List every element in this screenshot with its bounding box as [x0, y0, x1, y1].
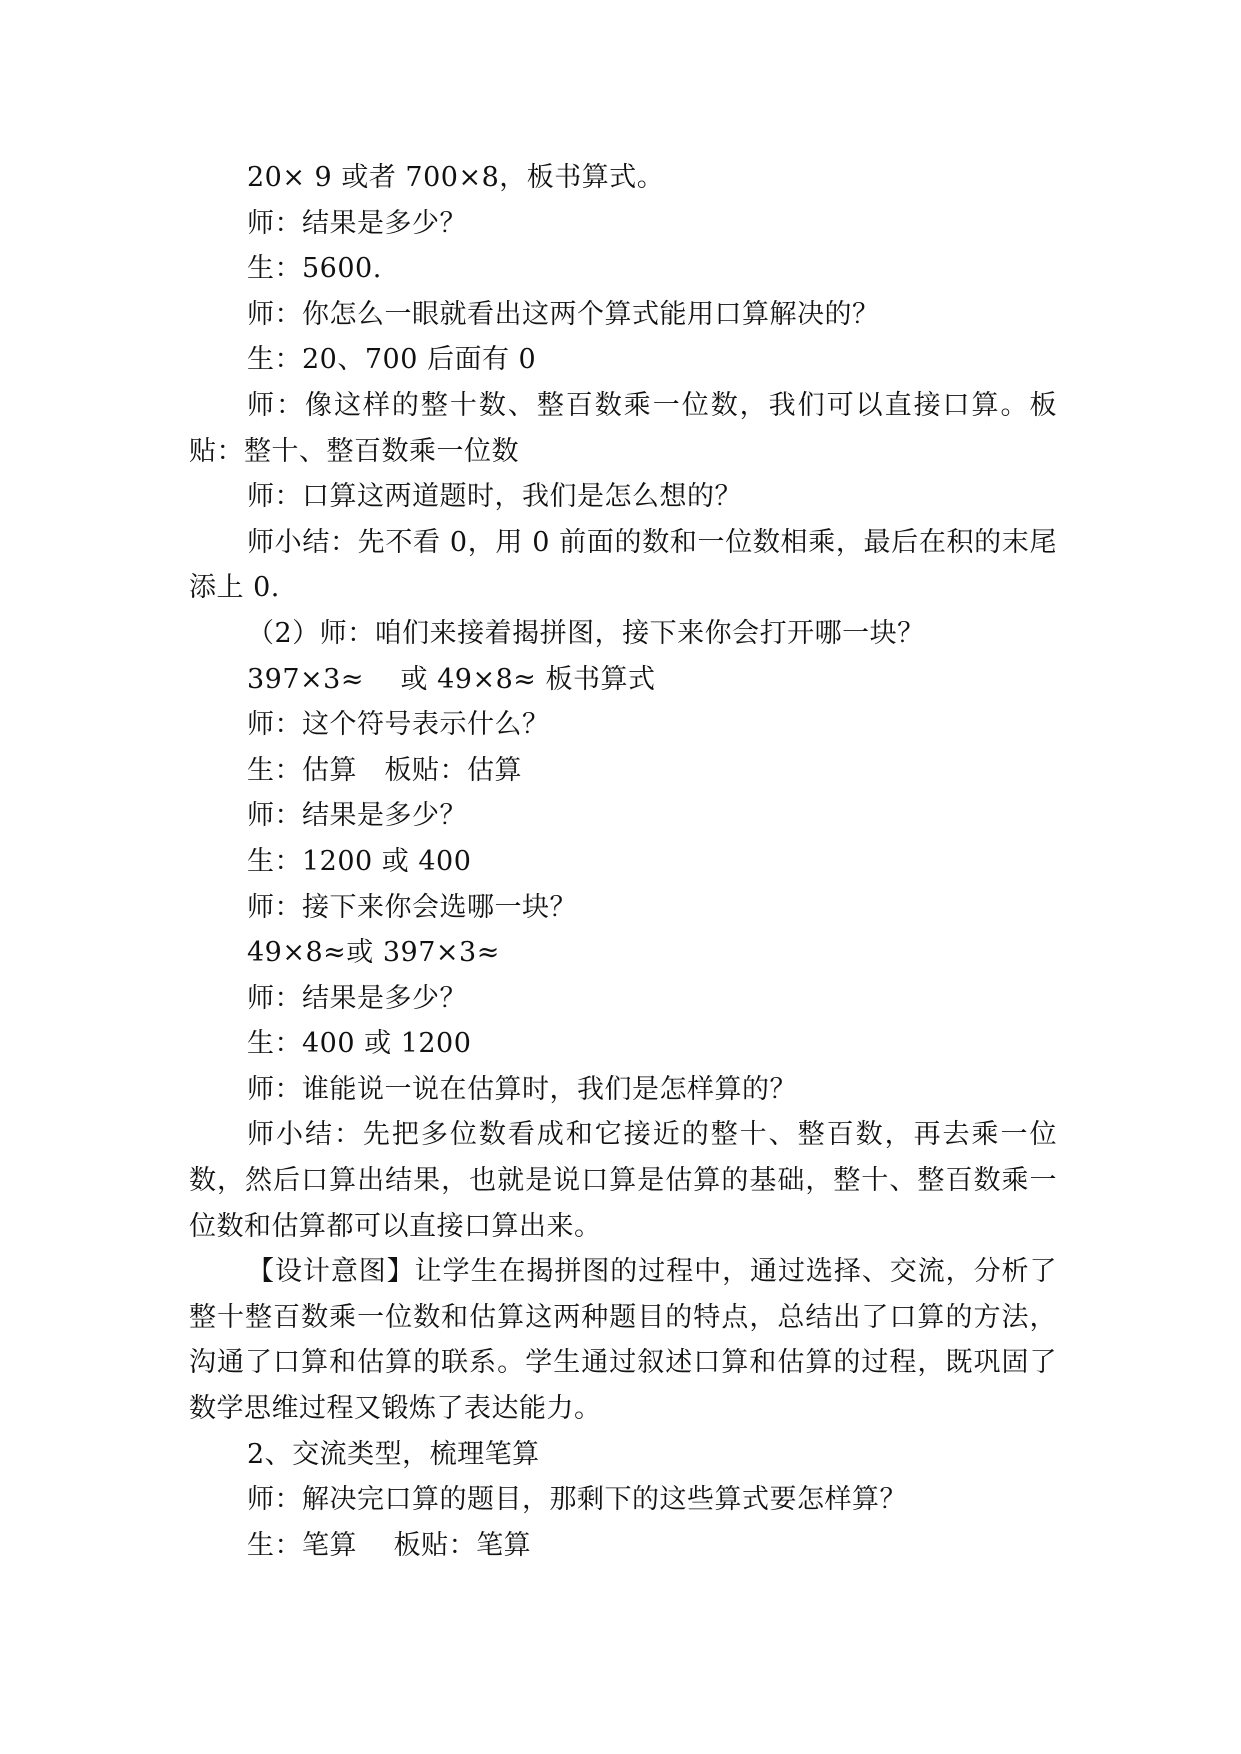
paragraph: 生：400 或 1200: [247, 1028, 472, 1060]
paragraph: 生：笔算 板贴：笔算: [247, 1529, 532, 1561]
paragraph: 师：口算这两道题时，我们是怎么想的？: [247, 481, 742, 513]
paragraph: 师：结果是多少？: [247, 207, 467, 239]
paragraph: （2）师：咱们来接着揭拼图，接下来你会打开哪一块？: [247, 617, 925, 649]
paragraph: 师：像这样的整十数、整百数乘一位数，我们可以直接口算。板贴：整十、整百数乘一位数: [189, 389, 1057, 467]
paragraph: 生：20、700 后面有 0: [247, 344, 537, 376]
document-body: [189, 155, 1057, 1568]
paragraph: 20× 9 或者 700×8，板书算式。: [247, 162, 665, 193]
paragraph: 49×8≈或 397×3≈: [247, 937, 500, 969]
paragraph: 师小结：先把多位数看成和它接近的整十、整百数，再去乘一位数，然后口算出结果，也就是说口算是估算的基础，整十、整百数乘一位数和估算都可以直接口算出来。: [189, 1119, 1057, 1242]
paragraph: 师：结果是多少？: [247, 982, 467, 1014]
paragraph: 生：1200 或 400: [247, 845, 472, 877]
paragraph: 师小结：先不看 0，用 0 前面的数和一位数相乘，最后在积的末尾添上 0.: [189, 526, 1057, 604]
paragraph: 师：接下来你会选哪一块？: [247, 891, 577, 923]
paragraph: 师：解决完口算的题目，那剩下的这些算式要怎样算？: [247, 1484, 907, 1516]
paragraph: 2、交流类型，梳理笔算: [247, 1438, 540, 1470]
paragraph: 生：估算 板贴：估算: [247, 754, 522, 786]
paragraph: 师：结果是多少？: [247, 800, 467, 832]
paragraph: 师：谁能说一说在估算时，我们是怎样算的？: [247, 1073, 797, 1105]
paragraph: 397×3≈ 或 49×8≈ 板书算式: [247, 663, 656, 695]
paragraph: 师：这个符号表示什么？: [247, 709, 550, 741]
paragraph: 【设计意图】让学生在揭拼图的过程中，通过选择、交流，分析了整十整百数乘一位数和估算这两种题目的特点，总结出了口算的方法，沟通了口算和估算的联系。学生通过叙述口算和估算的过程，既巩固了数学思维过程又锻炼了表达能力。: [189, 1256, 1057, 1425]
paragraph: 师：你怎么一眼就看出这两个算式能用口算解决的？: [247, 298, 880, 330]
paragraph: 生：5600.: [247, 253, 382, 285]
